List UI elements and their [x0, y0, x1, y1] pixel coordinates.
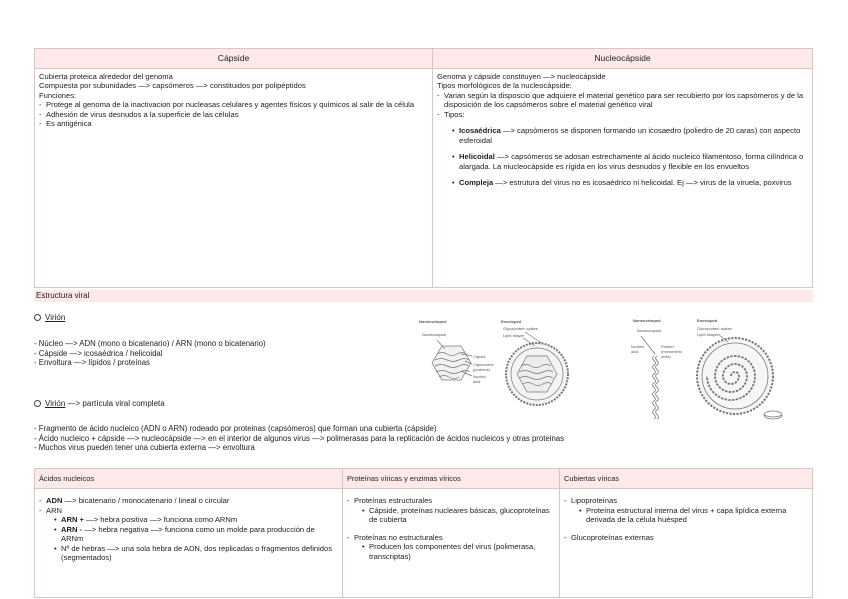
section-title: Estructura viral: [34, 290, 813, 302]
capsid-label: Capsid: [473, 354, 486, 359]
list-item: [452, 178, 808, 187]
type-text: —> capsómeros se disponen formando un icosaedro (poliedro de 20 caras) con aspecto esferoidal: [459, 126, 801, 145]
type-text: —> capsómeros se adosan estrechamente al ácido nucleico filamentoso, forma cilíndrica o alargada. La niucleocápside es rígida en los virus desnudos y flexible en los envueltos: [459, 152, 804, 171]
no-estructurales-sublist: [354, 542, 555, 561]
list-item: - Protege al genoma de la inactivacion por nucleasas celulares y agentes físicos y químicos al salir de la célula: [39, 100, 428, 109]
list-item: [54, 525, 338, 544]
acidos-list: [39, 496, 338, 562]
proteinas-cell: [343, 489, 560, 598]
list-item: - Cápside —> icosaédrica / helicoidal: [34, 348, 163, 358]
nucleocapside-cell: [433, 68, 813, 287]
no-estructurales-label: Proteínas no estructurales: [354, 532, 443, 542]
list-item: • Producen los componentes del virus (polimerasa, transcriptas): [362, 542, 555, 561]
list-item: [437, 110, 808, 188]
helical-enveloped-shape: [697, 334, 782, 419]
lipid-label: Lipid bilayer: [697, 332, 719, 337]
list-item-text: Ácido nucleico + cápside —> nucleocápside —> en el interior de algunos virus —> polimerasas para la replicación de ácidos nucleicos y otras proteinas: [38, 433, 565, 443]
list-item: - Varian según la disposcio que adquiere el material genético para ser recubierto por los capsómeros y de la disposición de los capsómeros sobre el material genético viral: [437, 91, 808, 110]
capside-line: Compuesta por subunidades —> capsómeros —> constituidos por polipéptidos: [39, 81, 306, 91]
list-item: [564, 496, 808, 524]
icosahedral-virus-figure: [415, 316, 590, 413]
nonenveloped-label: Nonenveloped: [419, 319, 447, 324]
nucleocapsid-label: Nucleocapsid: [422, 332, 447, 337]
nonenveloped-virion-shape: [432, 340, 472, 380]
lipoproteinas-label: Lipoproteínas: [571, 496, 618, 506]
nucleocapside-list: [437, 91, 808, 188]
list-item: • Cápside, proteínas nucleares básicas, glucoproteínas de cubierta: [362, 506, 555, 525]
list-item: [347, 533, 555, 561]
list-item: [39, 506, 338, 563]
proteins-label: (proteins): [473, 367, 490, 372]
enveloped-label: Enveloped: [697, 318, 718, 323]
capside-line: Funciones:: [39, 90, 77, 100]
list-item: - Envoltura —> lípidos / proteínas: [34, 358, 150, 367]
cubiertas-list: [564, 496, 808, 542]
glycoprotein-label: Glycoprotein spikes: [697, 326, 732, 331]
estructurales-label: Proteínas estructurales: [354, 496, 433, 506]
virion-definition: [34, 399, 165, 409]
lipid-label: Lipid bilayer: [503, 333, 525, 338]
list-item: - Muchos virus pueden tener una cubierta externa —> envoltura: [34, 443, 255, 452]
tipos-label: Tipos:: [444, 109, 465, 119]
arn-text: —> hebra negativa —> funciona como un molde para producción de ARNm: [61, 524, 315, 544]
enveloped-virion-shape: [506, 332, 568, 405]
nucleocapside-line: Genoma y cápside constituyen —> nucleocápside: [437, 71, 606, 81]
arn-type: ARN -: [61, 524, 83, 534]
capside-header: Cápside: [35, 49, 433, 69]
list-item: - Glucoproteínas externas: [564, 533, 808, 542]
proteinas-header: Proteínas víricas y enzimas víricos: [343, 469, 560, 489]
list-item: [347, 496, 555, 524]
list-item-text: Núcleo —> ADN (mono o bicatenario) / ARN (mono o bicatenario): [38, 339, 266, 348]
acid-label: acid: [631, 349, 639, 354]
list-item: [54, 515, 338, 524]
glycoprotein-label: Glycoprotein spikes: [503, 326, 538, 331]
components-table: [34, 468, 813, 598]
type-name: Compleja: [459, 178, 494, 188]
list-item: [39, 496, 338, 505]
type-name: Helicoidal: [459, 152, 495, 162]
nucleic-label: Nucleic: [473, 374, 487, 379]
nucleocapside-line: Tipos morfológicos de la nucleocápside:: [437, 81, 572, 91]
nucleocapside-header: Nucleocápside: [433, 49, 813, 69]
arn-type: ARN +: [61, 515, 84, 525]
capsomers-label: Capsomers: [473, 362, 494, 367]
proteinas-list: [347, 496, 555, 561]
nucleocapsid-label: Nucleocapsid: [637, 328, 662, 333]
acidos-header: Ácidos nucleicos: [35, 469, 343, 489]
capside-cell: [35, 68, 433, 287]
virion-title: Virión: [45, 313, 66, 322]
bullet-circle-icon: [34, 400, 41, 407]
helical-virus-figure: [623, 316, 813, 428]
bullet-circle-icon: [34, 314, 41, 321]
acidos-cell: [35, 489, 343, 598]
list-item: - Ácido nucleico + cápside —> nucleocápside —> en el interior de algunos virus —> polimerasas para la replicación de ácidos nucleicos y otras proteinas: [34, 433, 565, 443]
virion-title: Virión: [45, 399, 66, 408]
lipoproteinas-sublist: [571, 506, 808, 525]
list-item: [452, 126, 808, 145]
capside-nucleocapside-table: [34, 48, 813, 288]
virion-details: [34, 424, 564, 453]
arn-text: —> hebra positiva —> funciona como ARNm: [84, 515, 238, 525]
list-item-text: Muchos virus pueden tener una cubierta externa —> envoltura: [38, 443, 255, 452]
list-item: - Adhesión de virus desnudos a la superficie de las células: [39, 110, 428, 119]
capside-line: Cubierta proteica alrededor del genoma: [39, 71, 173, 81]
arn-list: [46, 515, 338, 562]
arn-label: ARN: [46, 505, 63, 515]
type-name: Icosaédrica: [459, 126, 501, 136]
capside-functions-list: [39, 100, 428, 128]
units-label: units): [661, 354, 671, 359]
acid-label: acid: [473, 379, 481, 384]
estructurales-sublist: [354, 506, 555, 525]
list-item: • Proteína estructural interna del virus + capa lipídica externa derivada de la célula huésped: [579, 506, 808, 525]
nucleic-label: Nucleic: [631, 344, 645, 349]
monomeric-label: (monomeric: [661, 349, 683, 354]
list-item: - Fragmento de ácido nucleico (ADN o ARN) rodeado por proteinas (capsómeros) que forman una cubierta (cápside): [34, 424, 437, 433]
arn-text: Nº de hebras —> una sola hebra de ADN, dos replicadas o fragmentos definidos (segmentados): [61, 543, 333, 563]
type-text: —> estrutura del virus no es icosaédrico ni helicoidal. Ej —> virus de la viruela, poxvirus: [493, 178, 792, 188]
list-item-text: Envoltura —> lípidos / proteínas: [38, 358, 150, 367]
cubiertas-header: Cubiertas víricas: [560, 469, 813, 489]
enveloped-label: Enveloped: [501, 319, 522, 324]
list-item: - Es antigénica: [39, 119, 428, 128]
nonenveloped-label: Nonenveloped: [633, 318, 661, 323]
protein-label: Protein: [661, 344, 674, 349]
list-item-text: Fragmento de ácido nucleico (ADN o ARN) rodeado por proteinas (capsómeros) que forman una cubierta (cápside): [38, 424, 437, 433]
list-item: [452, 152, 808, 171]
cubiertas-cell: [560, 489, 813, 598]
list-item-text: Cápside —> icosaédrica / helicoidal: [38, 348, 163, 358]
adn-label: ADN: [46, 496, 63, 506]
list-item: [54, 544, 338, 563]
list-item: - Núcleo —> ADN (mono o bicatenario) / ARN (mono o bicatenario): [34, 339, 266, 348]
adn-text: —> bicatenario / monocatenario / lineal o circular: [62, 496, 230, 506]
virion-suffix: —> partícula viral completa: [65, 399, 165, 408]
tipos-list: [444, 126, 808, 187]
virion-heading: [34, 313, 65, 323]
virion-components: [34, 339, 266, 368]
